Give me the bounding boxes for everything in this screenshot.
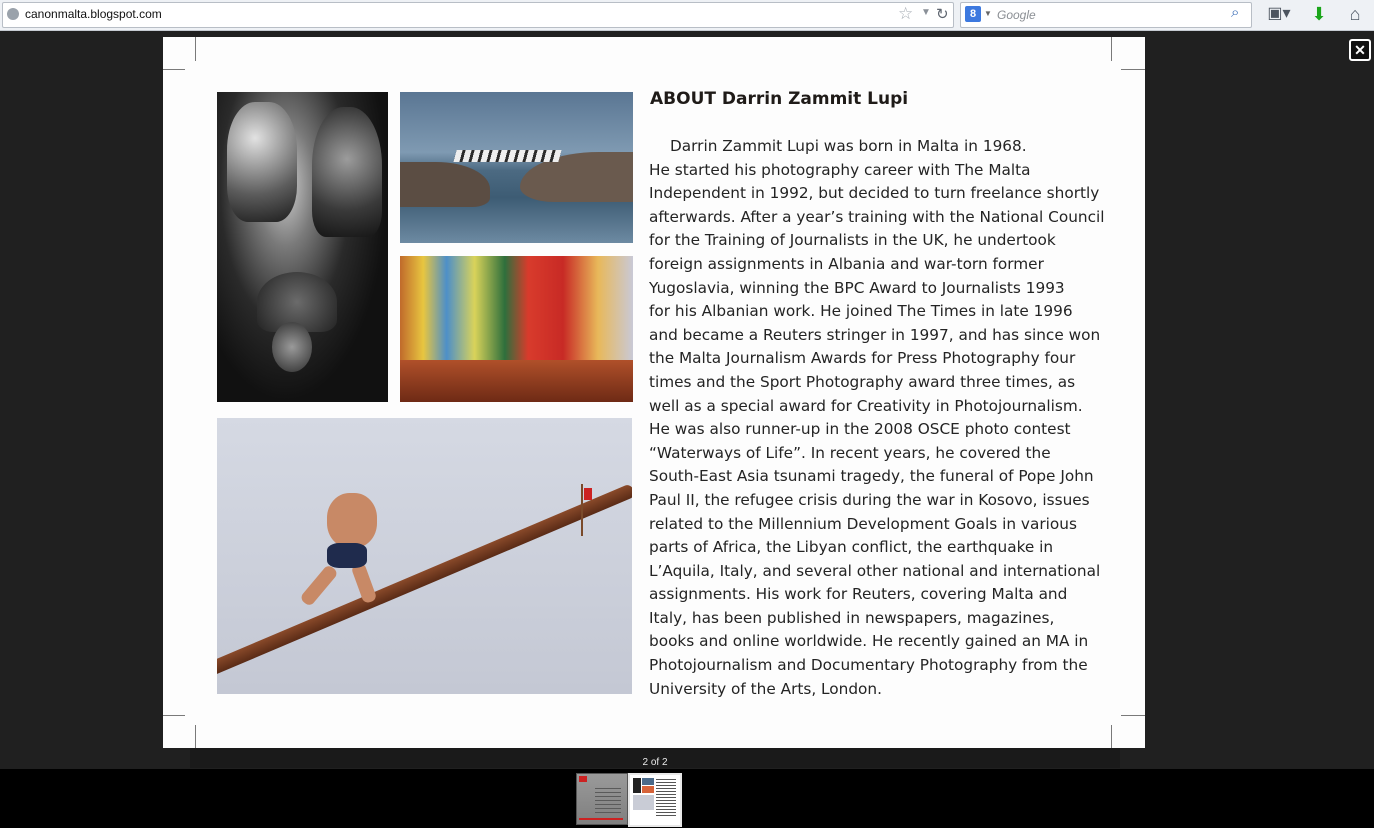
address-bar[interactable] <box>2 2 954 28</box>
text-line: the Malta Journalism Awards for Press Photography four <box>649 349 1076 368</box>
browser-toolbar <box>0 0 1374 31</box>
search-bar[interactable] <box>960 2 1252 28</box>
text-line: books and online worldwide. He recently gained an MA in <box>649 632 1089 651</box>
text-line: University of the Arts, London. <box>649 679 882 698</box>
shipwreck-photo <box>400 92 633 243</box>
text-line: for the Training of Journalists in the UK, he undertook <box>649 231 1056 250</box>
crop-mark <box>1121 69 1145 70</box>
text-line: assignments. His work for Reuters, covering Malta and <box>649 585 1068 604</box>
text-line: He started his photography career with The Malta <box>649 160 1031 179</box>
document-page <box>163 37 1145 748</box>
bw-portrait-photo <box>217 92 388 402</box>
engine-dropdown-icon[interactable]: ▼ <box>984 9 992 18</box>
text-line: He was also runner-up in the 2008 OSCE photo contest <box>649 420 1071 439</box>
text-line: L’Aquila, Italy, and several other national and international <box>649 561 1101 580</box>
text-line: Paul II, the refugee crisis during the war in Kosovo, issues <box>649 490 1090 509</box>
chevron-down-icon[interactable]: ▼ <box>921 7 931 18</box>
globe-icon <box>7 8 19 20</box>
text-line: Independent in 1992, but decided to turn freelance shortly <box>649 184 1100 203</box>
text-line: and became a Reuters stringer in 1997, and has since won <box>649 325 1101 344</box>
crop-mark <box>195 725 196 748</box>
crop-mark <box>163 69 185 70</box>
dancers-photo <box>400 256 633 402</box>
address-text[interactable]: canonmalta.blogspot.com <box>25 7 162 21</box>
reload-icon[interactable]: ↻ <box>936 6 949 23</box>
text-line: for his Albanian work. He joined The Times in late 1996 <box>649 302 1073 321</box>
close-icon[interactable]: ✕ <box>1349 39 1371 61</box>
download-arrow-icon[interactable]: ⬇ <box>1311 4 1327 24</box>
page-counter: 2 of 2 <box>642 757 668 768</box>
thumbnail-page-1[interactable] <box>576 773 628 825</box>
thumbnail-strip <box>0 769 1374 828</box>
magnifier-icon[interactable]: ⌕ <box>1231 4 1240 21</box>
crop-mark <box>1121 715 1145 716</box>
text-line: Photojournalism and Documentary Photography from the <box>649 656 1088 675</box>
page-title: ABOUT Darrin Zammit Lupi <box>650 89 909 109</box>
text-line: times and the Sport Photography award three times, as <box>649 372 1076 391</box>
text-line: Italy, has been published in newspapers, magazines, <box>649 608 1055 627</box>
search-engine-icon[interactable]: 8 <box>965 6 981 22</box>
crop-mark <box>195 37 196 61</box>
biography-text <box>649 135 1109 701</box>
text-line: parts of Africa, the Libyan conflict, the earthquake in <box>649 538 1054 557</box>
text-line: well as a special award for Creativity in Photojournalism. <box>649 396 1083 415</box>
crop-mark <box>163 715 185 716</box>
text-line: Yugoslavia, winning the BPC Award to Journalists 1993 <box>649 278 1065 297</box>
greasy-pole-photo <box>217 418 632 694</box>
home-icon[interactable]: ⌂ <box>1349 4 1361 24</box>
star-icon[interactable]: ☆ <box>898 4 914 23</box>
search-placeholder[interactable]: Google <box>997 8 1036 22</box>
text-line: Darrin Zammit Lupi was born in Malta in 1968. <box>670 137 1027 155</box>
bookmarks-icon[interactable]: ▣▾ <box>1267 5 1291 22</box>
crop-mark <box>1111 725 1112 748</box>
thumbnail-page-2[interactable] <box>628 773 682 827</box>
crop-mark <box>1111 37 1112 61</box>
text-line: afterwards. After a year’s training with the National Council <box>649 207 1105 226</box>
text-line: “Waterways of Life”. In recent years, he covered the <box>649 443 1051 462</box>
text-line: related to the Millennium Development Goals in various <box>649 514 1077 533</box>
text-line: foreign assignments in Albania and war-torn former <box>649 254 1044 273</box>
text-line: South-East Asia tsunami tragedy, the funeral of Pope John <box>649 467 1094 486</box>
